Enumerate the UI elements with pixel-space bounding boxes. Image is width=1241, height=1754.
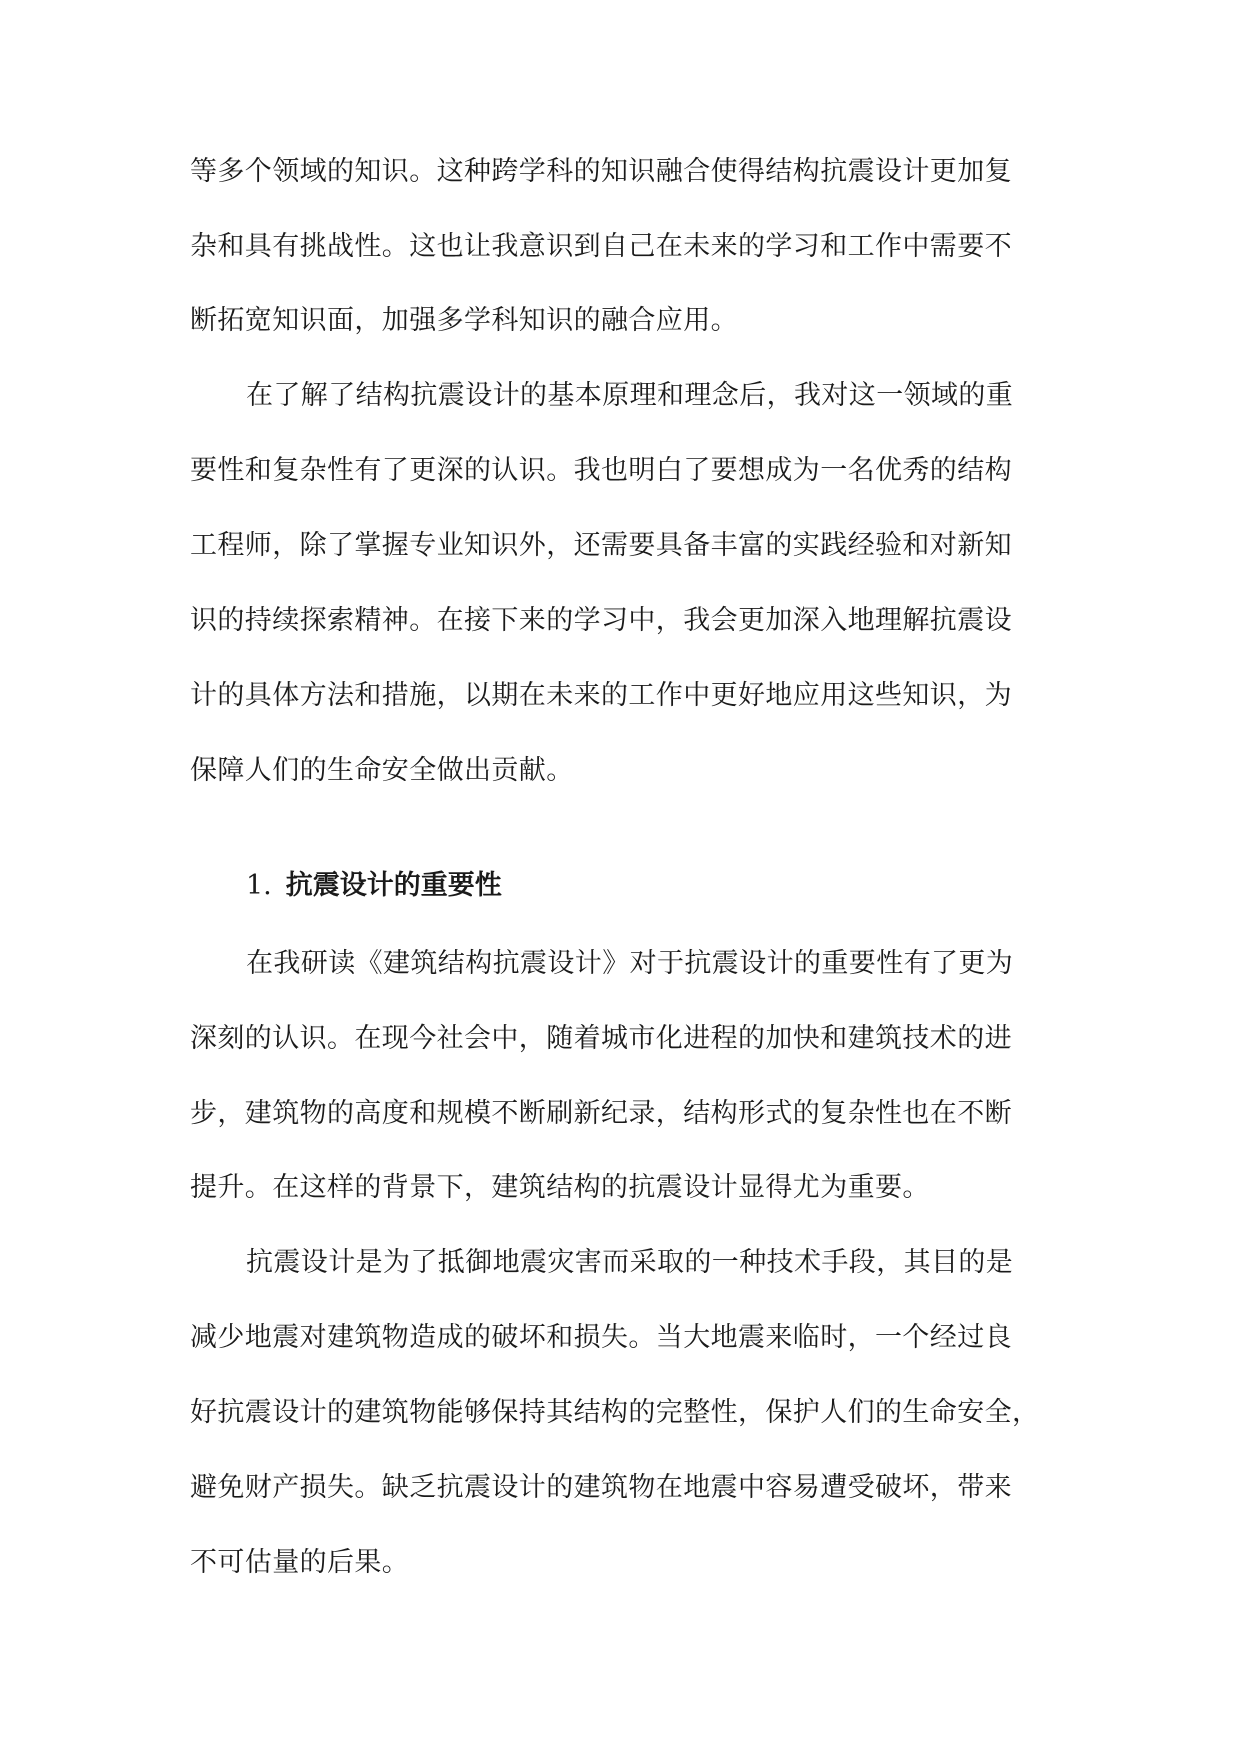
paragraph-line: 好抗震设计的建筑物能够保持其结构的完整性，保护人们的生命安全， xyxy=(190,1397,1040,1428)
section-title: 抗震设计的重要性 xyxy=(285,870,502,901)
paragraph-line: 识的持续探索精神。在接下来的学习中，我会更加深入地理解抗震设 xyxy=(190,605,1012,636)
paragraph-line: 避免财产损失。缺乏抗震设计的建筑物在地震中容易遭受破坏，带来 xyxy=(190,1472,1012,1503)
paragraph-line: 深刻的认识。在现今社会中，随着城市化进程的加快和建筑技术的进 xyxy=(190,1023,1012,1054)
paragraph-line: 提升。在这样的背景下，建筑结构的抗震设计显得尤为重要。 xyxy=(190,1172,930,1203)
paragraph-line: 不可估量的后果。 xyxy=(190,1547,410,1578)
paragraph-line: 在了解了结构抗震设计的基本原理和理念后，我对这一领域的重 xyxy=(246,380,1014,411)
paragraph-line: 保障人们的生命安全做出贡献。 xyxy=(190,755,574,786)
paragraph-line: 减少地震对建筑物造成的破坏和损失。当大地震来临时，一个经过良 xyxy=(190,1322,1012,1353)
paragraph-line: 要性和复杂性有了更深的认识。我也明白了要想成为一名优秀的结构 xyxy=(190,455,1012,486)
section-number: 1. xyxy=(246,870,272,901)
paragraph-line: 在我研读《建筑结构抗震设计》对于抗震设计的重要性有了更为 xyxy=(246,948,1014,979)
paragraph-line: 等多个领域的知识。这种跨学科的知识融合使得结构抗震设计更加复 xyxy=(190,156,1012,187)
paragraph-line: 工程师，除了掌握专业知识外，还需要具备丰富的实践经验和对新知 xyxy=(190,530,1012,561)
paragraph-line: 抗震设计是为了抵御地震灾害而采取的一种技术手段，其目的是 xyxy=(246,1247,1014,1278)
paragraph-line: 步，建筑物的高度和规模不断刷新纪录，结构形式的复杂性也在不断 xyxy=(190,1098,1012,1129)
paragraph-line: 计的具体方法和措施，以期在未来的工作中更好地应用这些知识，为 xyxy=(190,680,1012,711)
section-heading xyxy=(246,866,502,906)
paragraph-line: 杂和具有挑战性。这也让我意识到自己在未来的学习和工作中需要不 xyxy=(190,231,1012,262)
paragraph-line: 断拓宽知识面，加强多学科知识的融合应用。 xyxy=(190,305,738,336)
